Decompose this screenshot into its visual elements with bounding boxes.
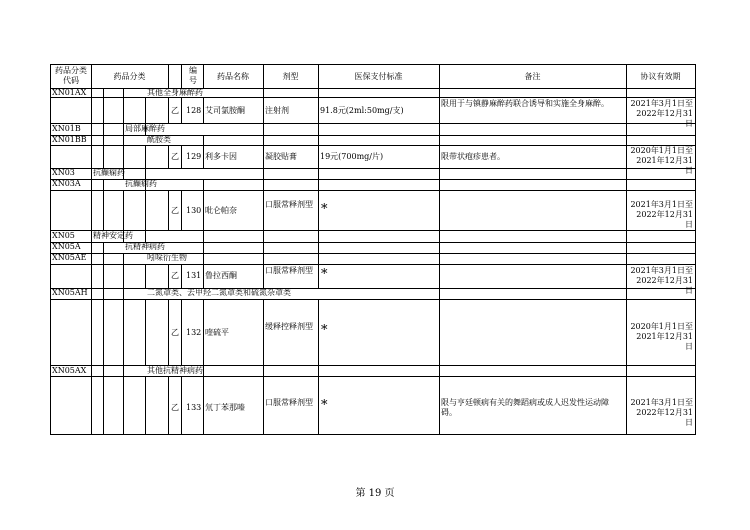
header-remarks: 备注 bbox=[524, 72, 541, 81]
col-rule bbox=[168, 97, 169, 123]
col-rule bbox=[168, 376, 169, 435]
row-category: 其他抗精神病药 bbox=[147, 366, 203, 375]
drug-grade: 乙 bbox=[171, 271, 179, 280]
col-rule bbox=[145, 264, 146, 288]
col-rule bbox=[181, 97, 182, 123]
row-rule bbox=[50, 264, 696, 265]
drug-number: 132 bbox=[186, 328, 202, 337]
row-rule bbox=[50, 299, 696, 300]
col-rule bbox=[145, 376, 146, 435]
header-category: 药品分类 bbox=[113, 72, 146, 81]
drug-validity: 2020年1月1日至2021年12月31日 bbox=[630, 146, 693, 175]
row-category: 局部麻醉药 bbox=[125, 124, 165, 133]
col-rule bbox=[203, 97, 204, 123]
drug-name: 喹硫平 bbox=[205, 328, 229, 337]
drug-validity: 2021年3月1日至2022年12月31日 bbox=[630, 200, 693, 229]
drug-standard: * bbox=[321, 323, 328, 338]
drug-number: 130 bbox=[186, 206, 202, 215]
drug-name: 鲁拉西酮 bbox=[205, 271, 237, 280]
col-rule bbox=[203, 299, 204, 435]
row-code: XN05AE bbox=[52, 253, 87, 262]
drug-remark: 限带状疱疹患者。 bbox=[441, 152, 505, 161]
drug-validity: 2020年1月1日至2021年12月31日 bbox=[630, 322, 693, 351]
drug-validity: 2021年3月1日至2022年12月31日 bbox=[630, 266, 693, 295]
col-rule bbox=[103, 242, 104, 435]
header-form: 剂型 bbox=[282, 72, 299, 81]
row-code: XN05A bbox=[52, 242, 81, 251]
row-category: 二氮䓬类、去甲羟二氮䓬类和硫氮杂䓬类 bbox=[147, 288, 291, 297]
header-validity: 协议有效期 bbox=[640, 72, 681, 81]
table-border-left bbox=[50, 64, 51, 435]
drug-grade: 乙 bbox=[171, 106, 179, 115]
col-rule bbox=[91, 64, 92, 435]
col-rule bbox=[145, 145, 146, 242]
col-rule bbox=[181, 145, 182, 168]
row-code: XN05AX bbox=[52, 366, 87, 375]
drug-number: 129 bbox=[186, 152, 202, 161]
table-border-right bbox=[695, 64, 696, 435]
drug-name: 利多卡因 bbox=[205, 152, 237, 161]
col-rule bbox=[203, 179, 204, 288]
drug-standard: 19元(700mg/片) bbox=[320, 152, 384, 161]
drug-form: 口服常释剂型 bbox=[265, 266, 313, 275]
drug-name: 艾司氯胺酮 bbox=[205, 106, 245, 115]
row-rule bbox=[50, 145, 696, 146]
col-rule bbox=[103, 179, 104, 230]
col-rule bbox=[263, 299, 264, 435]
col-rule bbox=[181, 264, 182, 288]
drug-validity: 2021年3月1日至2022年12月31日 bbox=[630, 398, 693, 427]
drug-standard: * bbox=[321, 398, 328, 413]
drug-grade: 乙 bbox=[171, 206, 179, 215]
row-code: XN01BB bbox=[52, 135, 87, 144]
col-rule bbox=[318, 299, 319, 435]
header-number: 编号 bbox=[189, 66, 197, 85]
col-rule bbox=[145, 299, 146, 365]
row-rule bbox=[50, 190, 696, 191]
row-category: 抗癫痫药 bbox=[93, 168, 125, 177]
drug-form: 口服常释剂型 bbox=[265, 398, 313, 407]
drug-grade: 乙 bbox=[171, 328, 179, 337]
drug-standard: * bbox=[321, 202, 328, 217]
col-rule bbox=[168, 264, 169, 288]
drug-name: 吡仑帕奈 bbox=[205, 206, 237, 215]
col-rule bbox=[181, 376, 182, 435]
col-rule bbox=[203, 135, 204, 168]
row-code: XN01AX bbox=[52, 88, 87, 97]
col-rule bbox=[181, 64, 182, 88]
row-category: 抗精神病药 bbox=[125, 242, 165, 251]
header-code: 药品分类代码 bbox=[55, 66, 87, 85]
col-rule bbox=[168, 64, 169, 88]
drug-grade: 乙 bbox=[171, 403, 179, 412]
header-standard: 医保支付标准 bbox=[354, 72, 403, 81]
col-rule bbox=[263, 64, 264, 288]
drug-remark: 限用于与镇静麻醉药联合诱导和实施全身麻醉。 bbox=[441, 99, 609, 108]
row-rule bbox=[50, 168, 696, 169]
drug-grade: 乙 bbox=[171, 152, 179, 161]
drug-remark: 限与亨廷顿病有关的舞蹈病或成人迟发性运动障碍。 bbox=[441, 398, 609, 417]
row-rule bbox=[50, 230, 696, 231]
row-category: 酰胺类 bbox=[147, 135, 171, 144]
col-rule bbox=[168, 190, 169, 230]
col-rule bbox=[318, 64, 319, 288]
drug-form: 凝胶贴膏 bbox=[265, 152, 297, 161]
page-number: 第 19 页 bbox=[355, 488, 395, 499]
drug-number: 131 bbox=[186, 271, 202, 280]
drug-standard: * bbox=[321, 267, 328, 282]
drug-validity: 2021年3月1日至2022年12月31日 bbox=[630, 99, 693, 128]
col-rule bbox=[103, 88, 104, 168]
drug-number: 128 bbox=[186, 106, 202, 115]
drug-standard: 91.8元(2ml:50mg/支) bbox=[320, 106, 404, 115]
row-code: XN05 bbox=[52, 231, 75, 240]
row-category: 吲哚衍生物 bbox=[147, 253, 187, 262]
row-category: 其他全身麻醉药 bbox=[147, 88, 203, 97]
row-code: XN03A bbox=[52, 179, 81, 188]
row-code: XN01B bbox=[52, 124, 81, 133]
row-code: XN03 bbox=[52, 168, 75, 177]
header-name: 药品名称 bbox=[217, 72, 249, 81]
drug-number: 133 bbox=[186, 403, 202, 412]
row-category: 抗癫痫药 bbox=[125, 179, 157, 188]
col-rule bbox=[181, 299, 182, 365]
drug-name: 氘丁苯那嗪 bbox=[205, 403, 245, 412]
drug-form: 缓释控释剂型 bbox=[265, 322, 313, 331]
col-rule bbox=[168, 299, 169, 365]
row-code: XN05AH bbox=[52, 288, 88, 297]
row-rule bbox=[50, 376, 696, 377]
table-border-top bbox=[50, 64, 696, 65]
col-rule bbox=[439, 64, 440, 435]
row-category: 精神安定药 bbox=[93, 231, 133, 240]
col-rule bbox=[168, 145, 169, 168]
col-rule bbox=[181, 190, 182, 230]
drug-form: 注射剂 bbox=[265, 106, 289, 115]
col-rule bbox=[626, 64, 627, 435]
col-rule bbox=[123, 253, 124, 435]
table-border-bottom bbox=[50, 434, 696, 435]
drug-form: 口服常释剂型 bbox=[265, 200, 313, 209]
col-rule bbox=[123, 88, 124, 179]
